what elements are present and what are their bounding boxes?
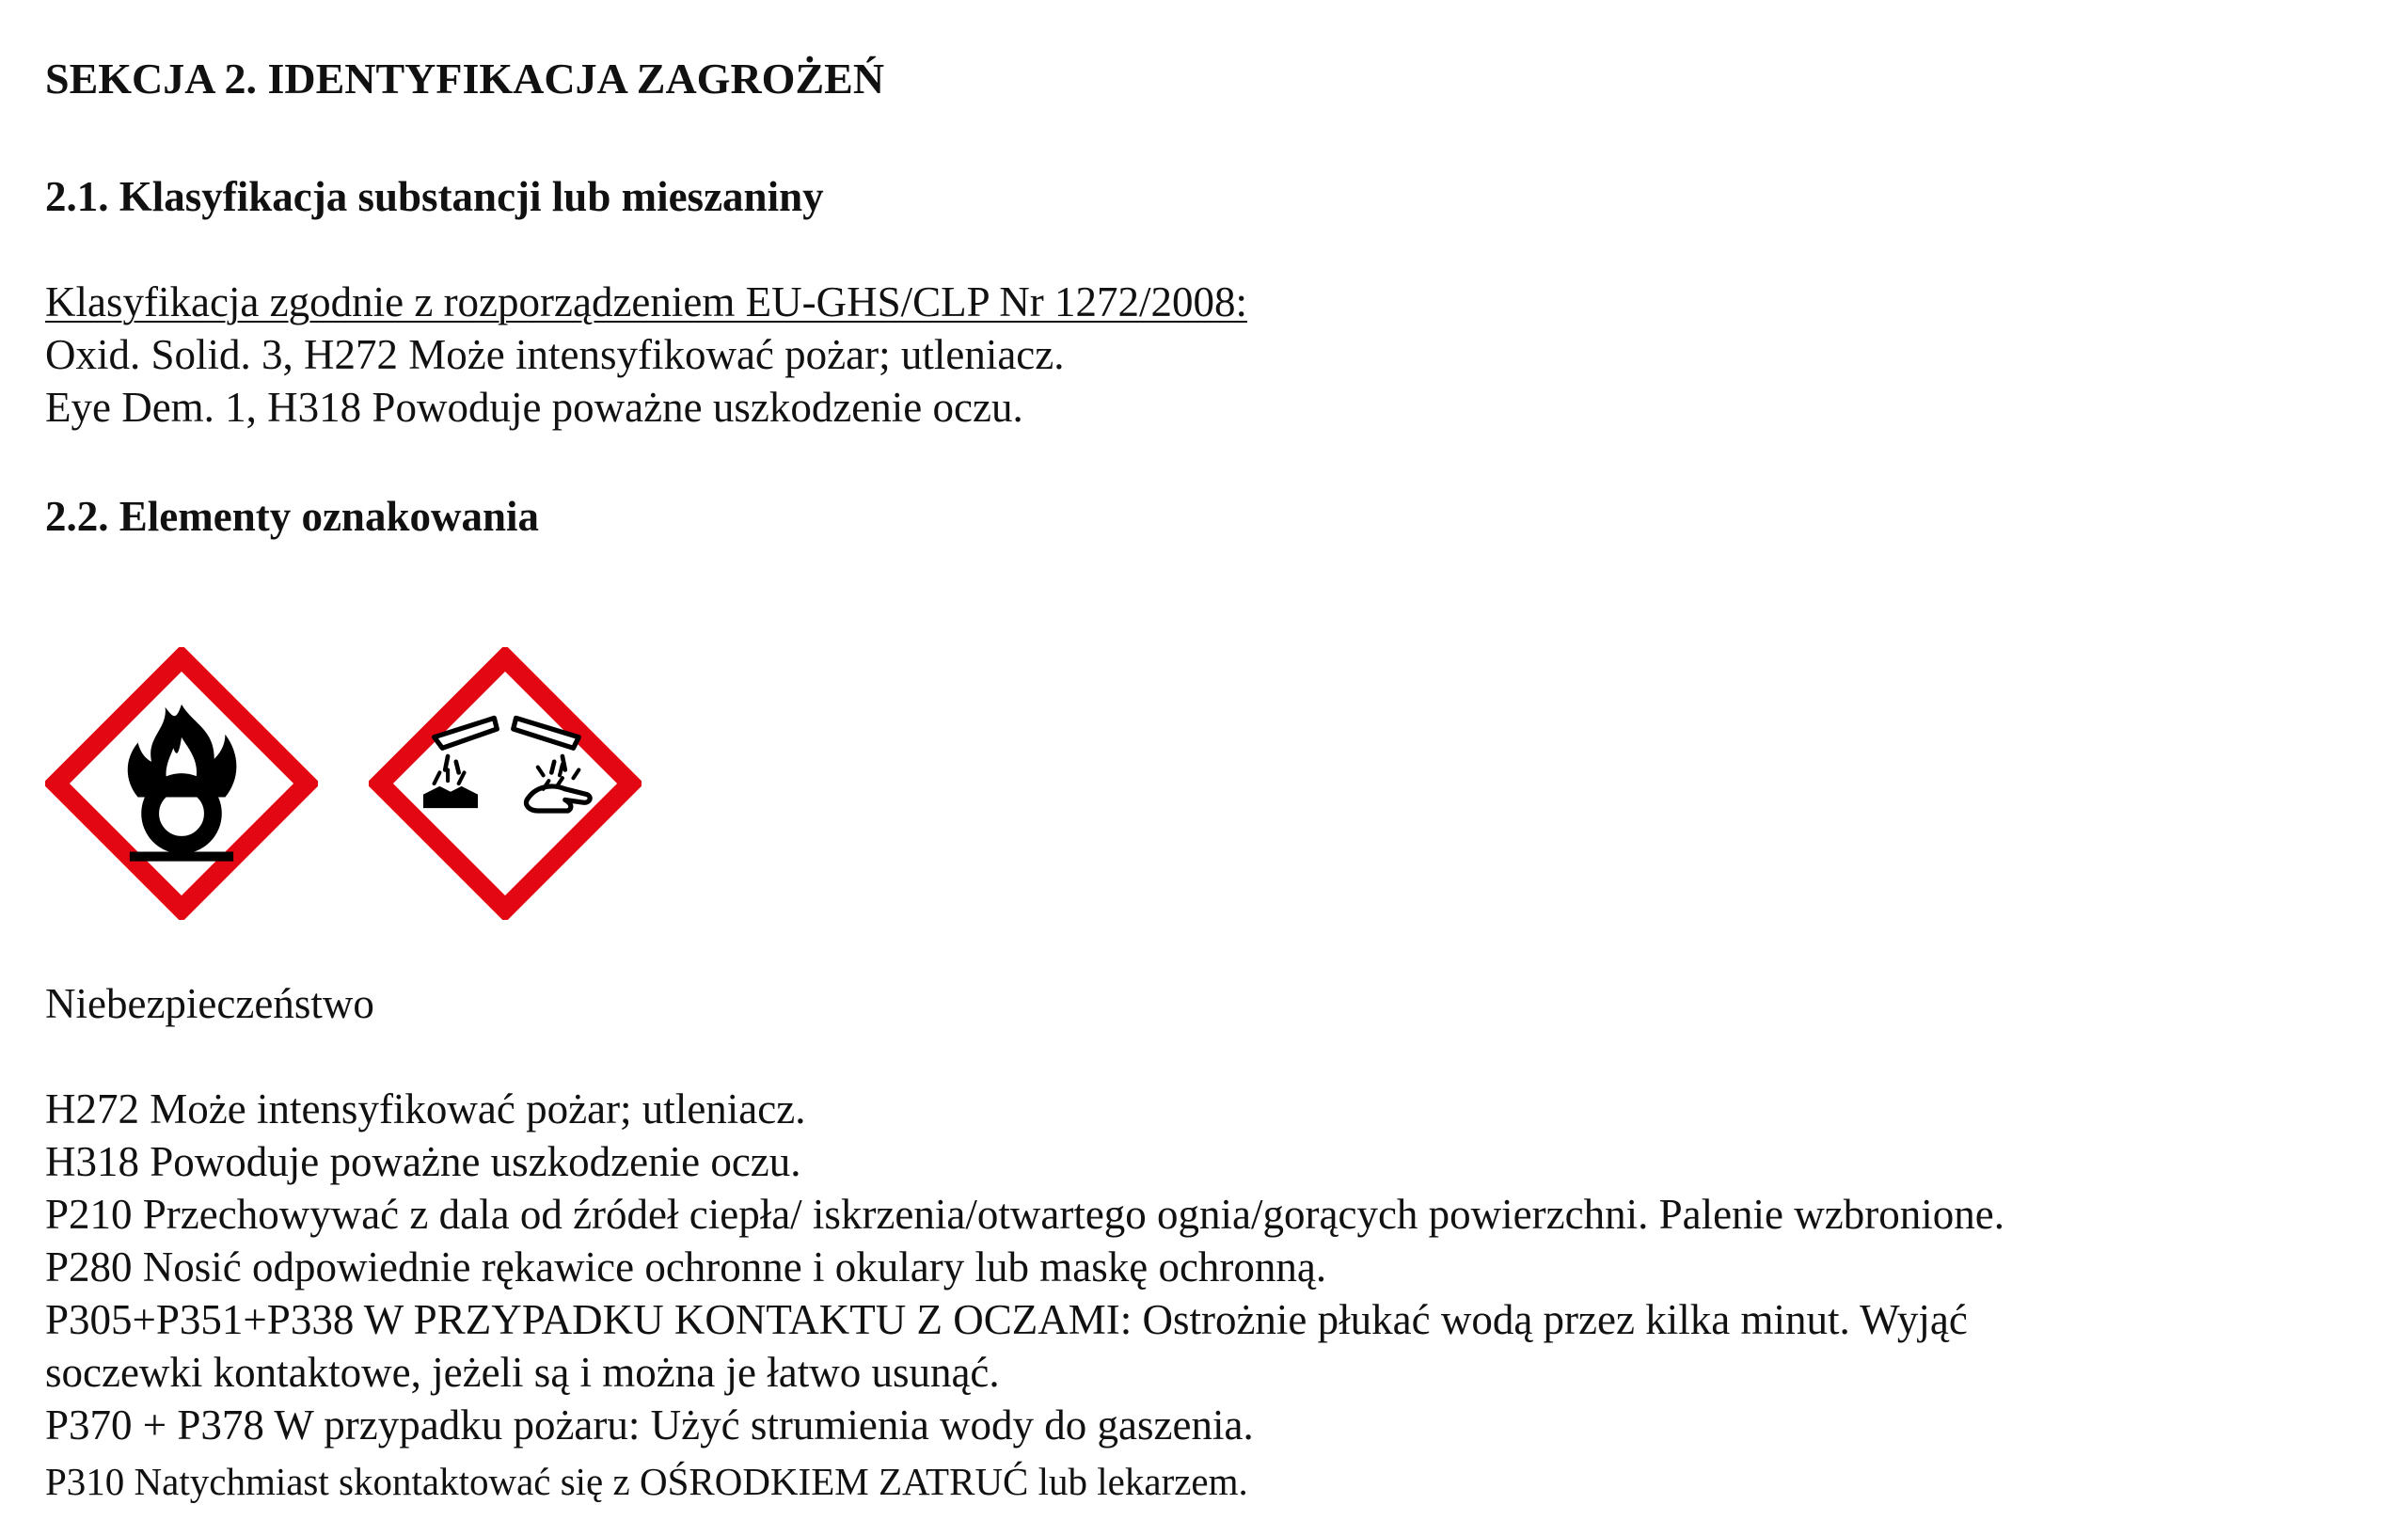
signal-word: Niebezpieczeństwo: [45, 980, 374, 1027]
precautionary-statement-continued: soczewki kontaktowe, jeżeli są i można je łatwo usunąć.: [45, 1349, 1000, 1396]
section-heading: SEKCJA 2. IDENTYFIKACJA ZAGROŻEŃ: [45, 55, 885, 103]
hazard-statement: H272 Może intensyfikować pożar; utleniacz.: [45, 1085, 806, 1132]
precautionary-statement: P310 Natychmiast skontaktować się z OŚRODKIEM ZATRUĆ lub lekarzem.: [45, 1460, 1248, 1503]
classification-regulation: Klasyfikacja zgodnie z rozporządzeniem EU-GHS/CLP Nr 1272/2008:: [45, 278, 1247, 325]
corrosion-icon: [369, 647, 642, 920]
classification-line: Eye Dem. 1, H318 Powoduje poważne uszkodzenie oczu.: [45, 384, 1023, 431]
precautionary-statement: P280 Nosić odpowiednie rękawice ochronne i okulary lub maskę ochronną.: [45, 1243, 1327, 1291]
corrosion-pictogram: [369, 647, 642, 920]
flame-over-circle-icon: [45, 647, 318, 920]
classification-heading: 2.1. Klasyfikacja substancji lub mieszaniny: [45, 173, 824, 220]
labelling-heading: 2.2. Elementy oznakowania: [45, 493, 540, 540]
classification-line: Oxid. Solid. 3, H272 Może intensyfikować pożar; utleniacz.: [45, 331, 1065, 378]
precautionary-statement: P210 Przechowywać z dala od źródeł ciepła/ iskrzenia/otwartego ognia/gorących powierzchni. Palenie wzbronione.: [45, 1191, 2004, 1238]
oxidiser-pictogram: [45, 647, 318, 920]
hazard-statement: H318 Powoduje poważne uszkodzenie oczu.: [45, 1138, 801, 1185]
precautionary-statement: P370 + P378 W przypadku pożaru: Użyć strumienia wody do gaszenia.: [45, 1401, 1254, 1449]
precautionary-statement: P305+P351+P338 W PRZYPADKU KONTAKTU Z OCZAMI: Ostrożnie płukać wodą przez kilka minut. Wyjąć: [45, 1296, 1968, 1343]
